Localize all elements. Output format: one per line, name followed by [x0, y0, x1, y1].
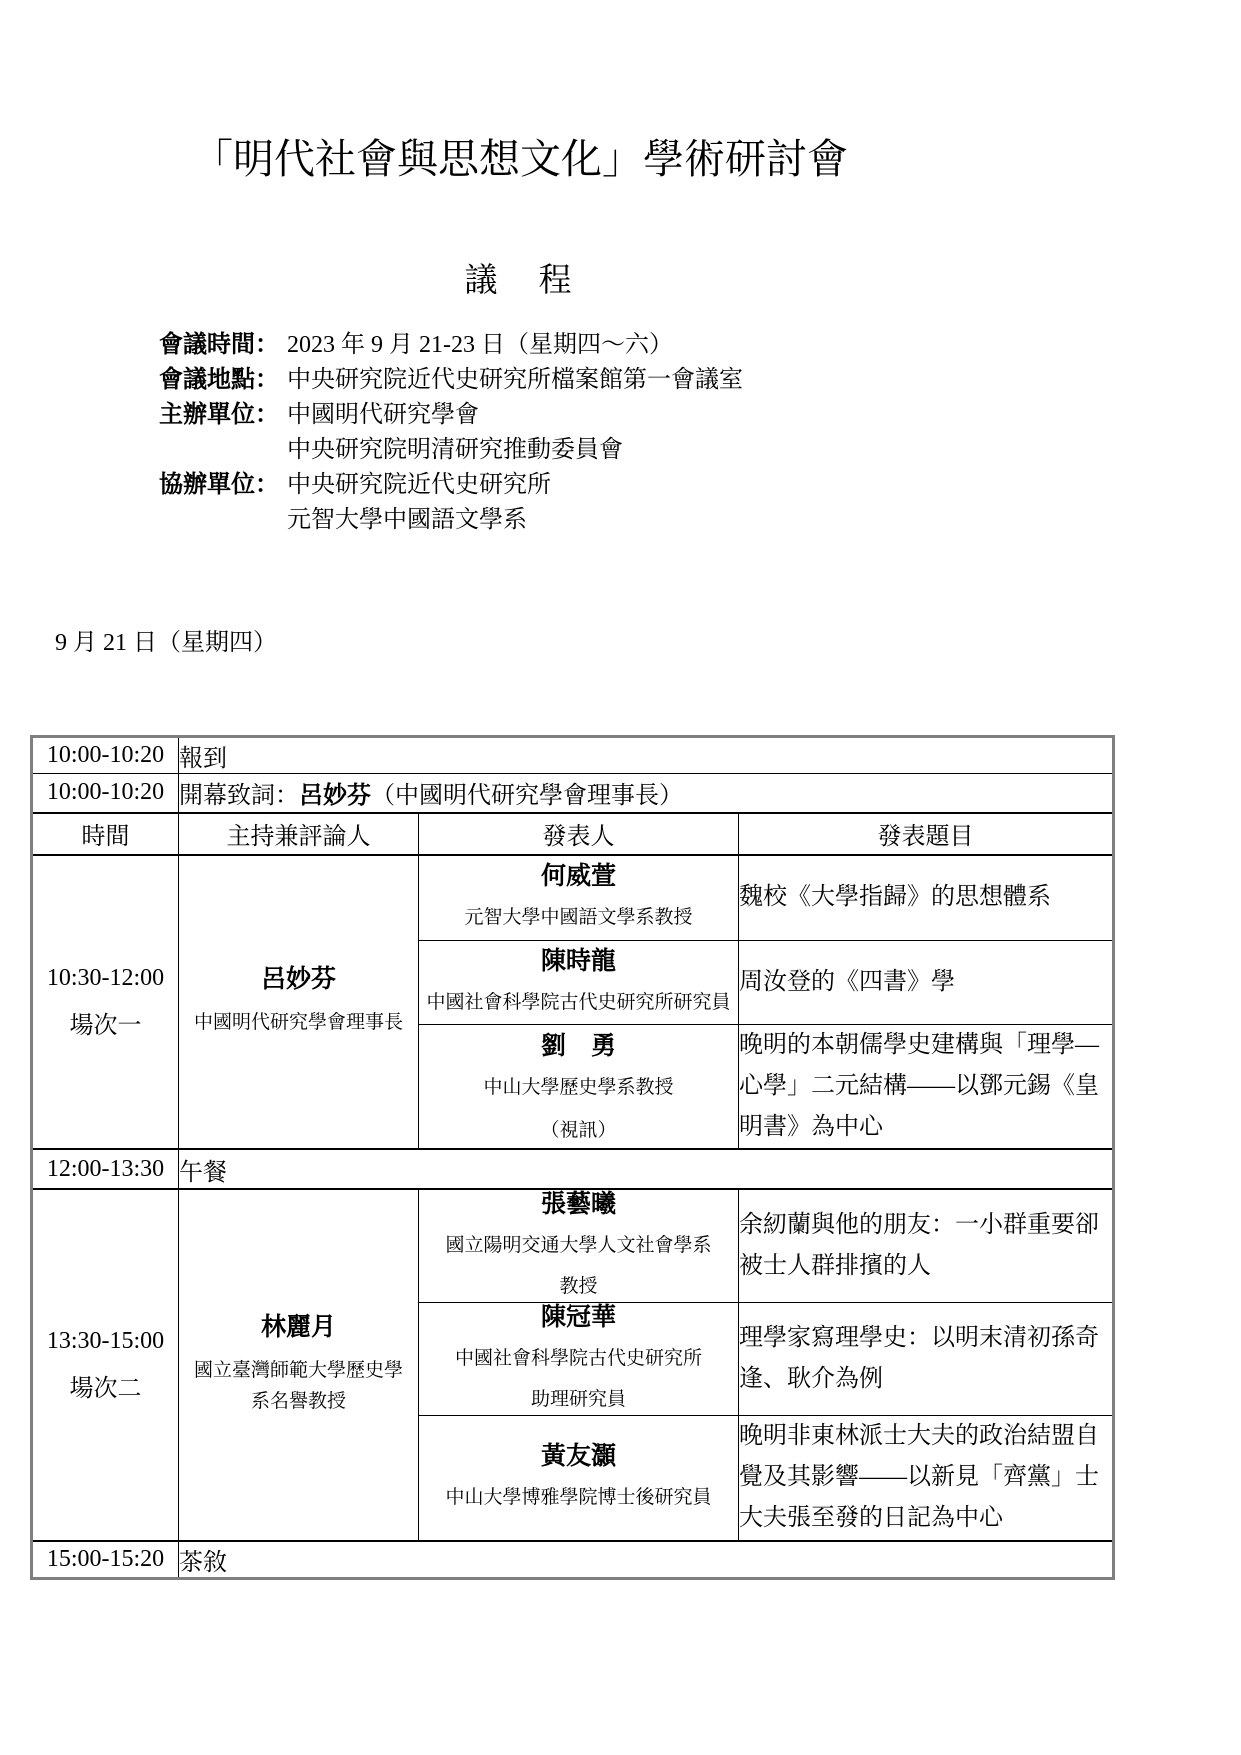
tea-time: 15:00-15:20	[32, 1541, 179, 1579]
session1-moderator-name: 呂妙芬	[260, 966, 336, 994]
meeting-info	[159, 328, 743, 538]
meeting-place-label: 會議地點：	[159, 367, 279, 393]
table-header-row	[32, 813, 1114, 855]
presenter-name: 陳時龍	[540, 948, 616, 975]
session2-moderator-affiliation: 國立臺灣師範大學歷史學系名譽教授	[193, 1359, 403, 1412]
meeting-place-line	[159, 363, 743, 398]
presenter-affiliation-2: 助理研究員	[530, 1389, 626, 1410]
presenter-affiliation: 國立陽明交通大學人文社會學系	[445, 1235, 712, 1256]
session1-time-cell	[32, 855, 179, 1150]
session2-time-cell	[32, 1189, 179, 1541]
session1-time-range: 10:30-12:00	[46, 964, 165, 991]
session1-moderator-cell	[179, 855, 419, 1150]
table-row-tea	[32, 1541, 1114, 1579]
session2-number: 場次二	[69, 1375, 142, 1402]
agenda-table	[30, 735, 1115, 1580]
presenter-affiliation-2: 教授	[559, 1276, 598, 1297]
session2-talk3-title: 晚明非東林派士大夫的政治結盟自覺及其影響——以新見「齊黨」士大夫張至發的日記為中心	[739, 1416, 1114, 1541]
session2-moderator-cell	[179, 1189, 419, 1541]
organizer-value: 中國明代研究學會	[287, 402, 479, 428]
session2-talk2-title: 理學家寫理學史：以明末清初孫奇逢、耿介為例	[739, 1303, 1114, 1416]
session1-talk1-presenter-cell	[419, 855, 739, 941]
presenter-name: 陳冠華	[540, 1304, 616, 1331]
opening-time: 10:00-10:20	[32, 774, 179, 813]
session1-talk2-presenter-cell	[419, 941, 739, 1025]
co-organizer-line	[159, 468, 743, 503]
organizer-line	[159, 398, 743, 433]
meeting-time-line	[159, 328, 743, 363]
co-organizer-value: 中央研究院近代史研究所	[287, 472, 551, 498]
col-header-presenter: 發表人	[419, 813, 739, 855]
opening-speaker: 呂妙芬	[299, 783, 371, 810]
session1-number: 場次一	[69, 1012, 142, 1039]
meeting-time-label: 會議時間：	[159, 332, 279, 358]
lunch-label: 午餐	[179, 1149, 1114, 1189]
presenter-name: 黃友灝	[540, 1443, 616, 1471]
table-row-registration	[32, 737, 1114, 774]
session1-talk3-title: 晚明的本朝儒學史建構與「理學—心學」二元結構——以鄧元錫《皇明書》為中心	[739, 1025, 1114, 1150]
session2-talk3-presenter-cell	[419, 1416, 739, 1541]
presenter-name: 何威萱	[540, 863, 616, 891]
session2-talk1-title: 余紉蘭與他的朋友：一小群重要卻被士人群排擯的人	[739, 1189, 1114, 1303]
table-row-session1-talk1	[32, 855, 1114, 941]
opening-cell	[179, 774, 1114, 813]
session1-talk3-presenter-cell	[419, 1025, 739, 1150]
presenter-affiliation: 中國社會科學院古代史研究所	[454, 1348, 702, 1369]
presenter-name: 劉 勇	[540, 1032, 616, 1060]
session2-talk2-presenter-cell	[419, 1303, 739, 1416]
meeting-place-value: 中央研究院近代史研究所檔案館第一會議室	[287, 367, 743, 393]
agenda-subtitle: 議 程	[464, 263, 576, 299]
session1-moderator-affiliation: 中國明代研究學會理事長	[193, 1012, 403, 1034]
lunch-time: 12:00-13:30	[32, 1149, 179, 1189]
registration-time: 10:00-10:20	[32, 737, 179, 774]
session1-talk2-title: 周汝登的《四書》學	[739, 941, 1114, 1025]
organizer-label: 主辦單位：	[159, 402, 279, 428]
presenter-note: （視訊）	[540, 1119, 617, 1141]
col-header-topic: 發表題目	[739, 813, 1114, 855]
presenter-affiliation: 中國社會科學院古代史研究所研究員	[426, 992, 731, 1013]
co-organizer-label: 協辦單位：	[159, 472, 279, 498]
table-row-session2-talk1	[32, 1189, 1114, 1303]
co-organizer-line-2	[159, 503, 743, 538]
co-organizer-value-2: 元智大學中國語文學系	[287, 507, 527, 533]
session1-time	[33, 961, 178, 1043]
organizer-value-2: 中央研究院明清研究推動委員會	[287, 437, 623, 463]
opening-prefix: 開幕致詞：	[179, 783, 299, 810]
session2-moderator-name: 林麗月	[260, 1313, 336, 1341]
presenter-name: 張藝曦	[540, 1191, 616, 1218]
page-title: 「明代社會與思想文化」學術研討會	[192, 136, 848, 182]
table-row-opening	[32, 774, 1114, 813]
session2-talk1-presenter-cell	[419, 1189, 739, 1303]
presenter-affiliation: 元智大學中國語文學系教授	[464, 907, 693, 929]
organizer-line-2	[159, 433, 743, 468]
tea-label: 茶敘	[179, 1541, 1114, 1579]
session2-time	[33, 1324, 178, 1406]
meeting-time-value: 2023 年 9 月 21-23 日（星期四～六）	[287, 332, 673, 358]
opening-suffix: （中國明代研究學會理事長）	[371, 783, 683, 810]
presenter-affiliation: 中山大學博雅學院博士後研究員	[445, 1487, 712, 1509]
col-header-moderator: 主持兼評論人	[179, 813, 419, 855]
day-heading: 9 月 21 日（星期四）	[55, 630, 277, 656]
session1-talk1-title: 魏校《大學指歸》的思想體系	[739, 855, 1114, 941]
session2-time-range: 13:30-15:00	[46, 1327, 165, 1354]
presenter-affiliation: 中山大學歷史學系教授	[483, 1076, 674, 1098]
col-header-time: 時間	[32, 813, 179, 855]
registration-label: 報到	[179, 737, 1114, 774]
table-row-lunch	[32, 1149, 1114, 1189]
